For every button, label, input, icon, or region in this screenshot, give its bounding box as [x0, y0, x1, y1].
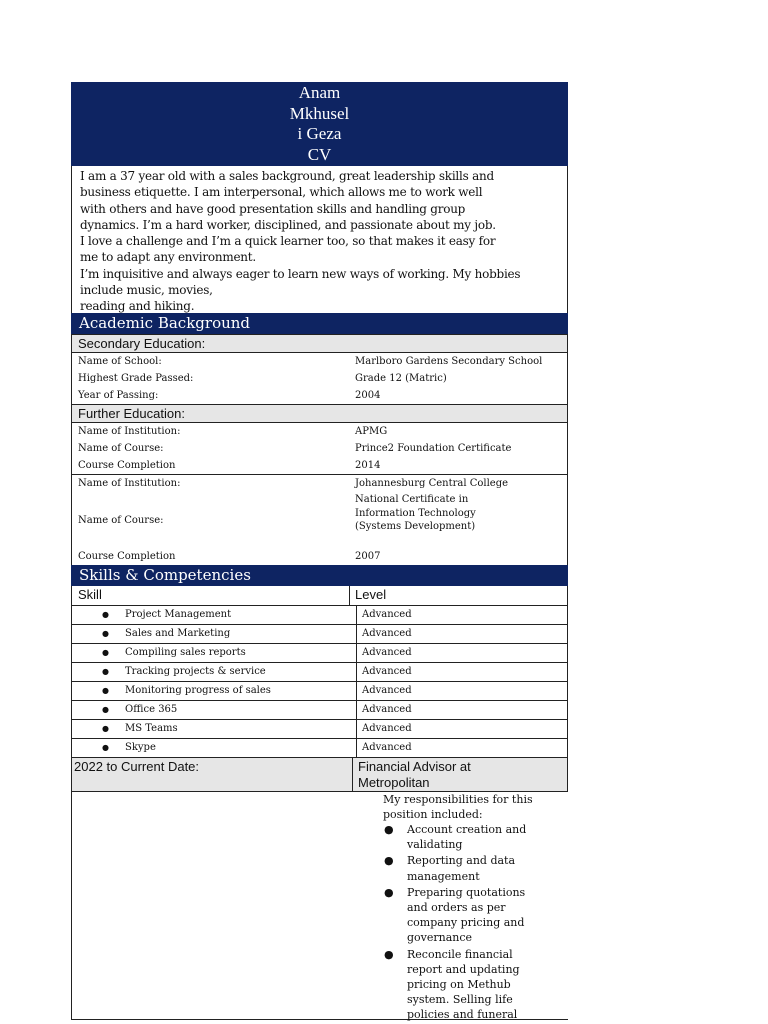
skill-name: MS Teams	[125, 723, 178, 734]
item-line: and orders as per	[407, 901, 506, 915]
level-column-header: Level	[355, 587, 387, 602]
course-line: (Systems Development)	[355, 521, 476, 532]
skill-level: Advanced	[362, 609, 412, 620]
table-row	[71, 739, 568, 758]
cv-title-block	[71, 82, 568, 166]
item-line: system. Selling life	[407, 993, 513, 1007]
row-label: Name of Course:	[78, 515, 164, 526]
secondary-education-heading: Secondary Education:	[71, 334, 568, 353]
skills-heading: Skills & Competencies	[71, 565, 568, 586]
skill-name: Sales and Marketing	[125, 628, 231, 639]
title-line-2: Mkhusel	[289, 103, 350, 123]
item-line: company pricing and	[407, 916, 525, 930]
course-row	[71, 492, 568, 548]
skill-level: Advanced	[362, 647, 412, 658]
completion-row	[71, 548, 568, 565]
row-value: APMG	[355, 426, 388, 437]
summary-line: dynamics. I’m a hard worker, disciplined, and passionate about my job.	[80, 217, 496, 232]
row-value: Prince2 Foundation Certificate	[355, 443, 512, 454]
summary-line: me to adapt any environment.	[80, 250, 256, 265]
institution-row	[71, 475, 568, 492]
row-label: Name of School:	[78, 356, 162, 367]
responsibilities-intro	[383, 792, 533, 822]
school-name-row	[71, 353, 568, 370]
row-value: Grade 12 (Matric)	[355, 373, 447, 384]
item-line: validating	[407, 838, 463, 852]
row-value	[355, 493, 476, 534]
table-row	[71, 663, 568, 682]
row-label: Name of Institution:	[78, 426, 181, 437]
title-line-3: i Geza	[297, 124, 342, 143]
list-item	[383, 853, 553, 883]
skill-level: Advanced	[362, 685, 412, 696]
skill-column-header: Skill	[72, 586, 350, 605]
bullet-icon: ●	[102, 648, 109, 657]
skill-level: Advanced	[362, 628, 412, 639]
title-line-1: Anam	[298, 83, 341, 102]
job-role	[353, 758, 567, 791]
row-value: Marlboro Gardens Secondary School	[355, 356, 543, 367]
bullet-icon: ●	[384, 854, 394, 868]
skill-name: Compiling sales reports	[125, 647, 246, 658]
skill-level: Advanced	[362, 742, 412, 753]
institution-row	[71, 423, 568, 440]
summary-line: business etiquette. I am interpersonal, which allows me to work well	[80, 185, 483, 200]
list-item	[383, 885, 553, 946]
course-row	[71, 440, 568, 457]
table-row	[71, 625, 568, 644]
bullet-icon: ●	[384, 823, 394, 836]
summary-line: I love a challenge and I’m a quick learner too, so that makes it easy for	[80, 234, 496, 249]
summary-line: reading and hiking.	[80, 299, 195, 314]
title-line-4: CV	[307, 144, 332, 164]
skill-name: Monitoring progress of sales	[125, 685, 271, 696]
skill-level: Advanced	[362, 666, 412, 677]
profile-summary	[71, 166, 568, 313]
table-row	[71, 720, 568, 739]
item-line: report and updating	[407, 962, 520, 976]
table-row	[71, 606, 568, 625]
skill-level: Advanced	[362, 723, 412, 734]
row-value: 2004	[355, 390, 381, 401]
row-label: Name of Institution:	[78, 478, 181, 489]
completion-row	[71, 457, 568, 474]
bullet-icon: ●	[384, 885, 394, 899]
row-label: Course Completion	[78, 460, 176, 471]
list-item	[383, 822, 553, 852]
summary-line: include music, movies,	[80, 283, 213, 298]
role-line: Metropolitan	[358, 775, 430, 790]
academic-background-heading: Academic Background	[71, 313, 568, 334]
summary-line: I’m inquisitive and always eager to learn new ways of working. My hobbies	[80, 266, 521, 281]
row-label: Year of Passing:	[78, 390, 159, 401]
course-line: Information Technology	[355, 507, 476, 519]
item-line: Account creation and	[407, 823, 527, 836]
row-value: 2014	[355, 460, 381, 471]
skill-name: Office 365	[125, 704, 178, 715]
bullet-icon: ●	[102, 610, 109, 619]
table-row	[71, 644, 568, 663]
course-line: National Certificate in	[355, 494, 469, 505]
row-value: Johannesburg Central College	[355, 478, 509, 489]
skill-name: Tracking projects & service	[125, 666, 266, 677]
cv-page	[71, 82, 568, 1020]
year-row	[71, 387, 568, 404]
summary-line: I am a 37 year old with a sales background, great leadership skills and	[80, 169, 494, 183]
bullet-icon: ●	[102, 724, 109, 733]
bullet-icon: ●	[102, 667, 109, 676]
experience-header-row	[71, 758, 568, 792]
table-row	[71, 682, 568, 701]
skill-level: Advanced	[362, 704, 412, 715]
row-value: 2007	[355, 551, 381, 562]
item-line: governance	[407, 931, 473, 945]
intro-line: My responsibilities for this	[383, 793, 533, 806]
further-education-heading: Further Education:	[71, 404, 568, 423]
row-label: Name of Course:	[78, 443, 164, 454]
intro-line: position included:	[383, 808, 483, 821]
row-label: Highest Grade Passed:	[78, 373, 194, 384]
summary-line: with others and have good presentation skills and handling group	[80, 201, 466, 216]
item-line: management	[407, 869, 480, 883]
job-period: 2022 to Current Date:	[72, 758, 353, 791]
bullet-icon: ●	[384, 947, 394, 961]
skills-table-header	[71, 586, 568, 606]
bullet-icon: ●	[102, 743, 109, 752]
item-line: Reporting and data	[407, 854, 516, 868]
bullet-icon: ●	[102, 705, 109, 714]
skill-name: Project Management	[125, 609, 232, 620]
responsibilities-list	[383, 822, 553, 1024]
grade-row	[71, 370, 568, 387]
item-line: Preparing quotations	[407, 885, 526, 899]
list-item	[383, 947, 553, 1023]
bullet-icon: ●	[102, 629, 109, 638]
row-label: Course Completion	[78, 551, 176, 562]
responsibilities-block	[71, 792, 568, 1020]
bullet-icon: ●	[102, 686, 109, 695]
item-line: pricing on Methub	[407, 978, 511, 992]
role-line: Financial Advisor at	[358, 759, 471, 774]
item-line: policies and funeral	[407, 1008, 518, 1022]
item-line: Reconcile financial	[407, 947, 513, 961]
skill-name: Skype	[125, 742, 156, 753]
table-row	[71, 701, 568, 720]
